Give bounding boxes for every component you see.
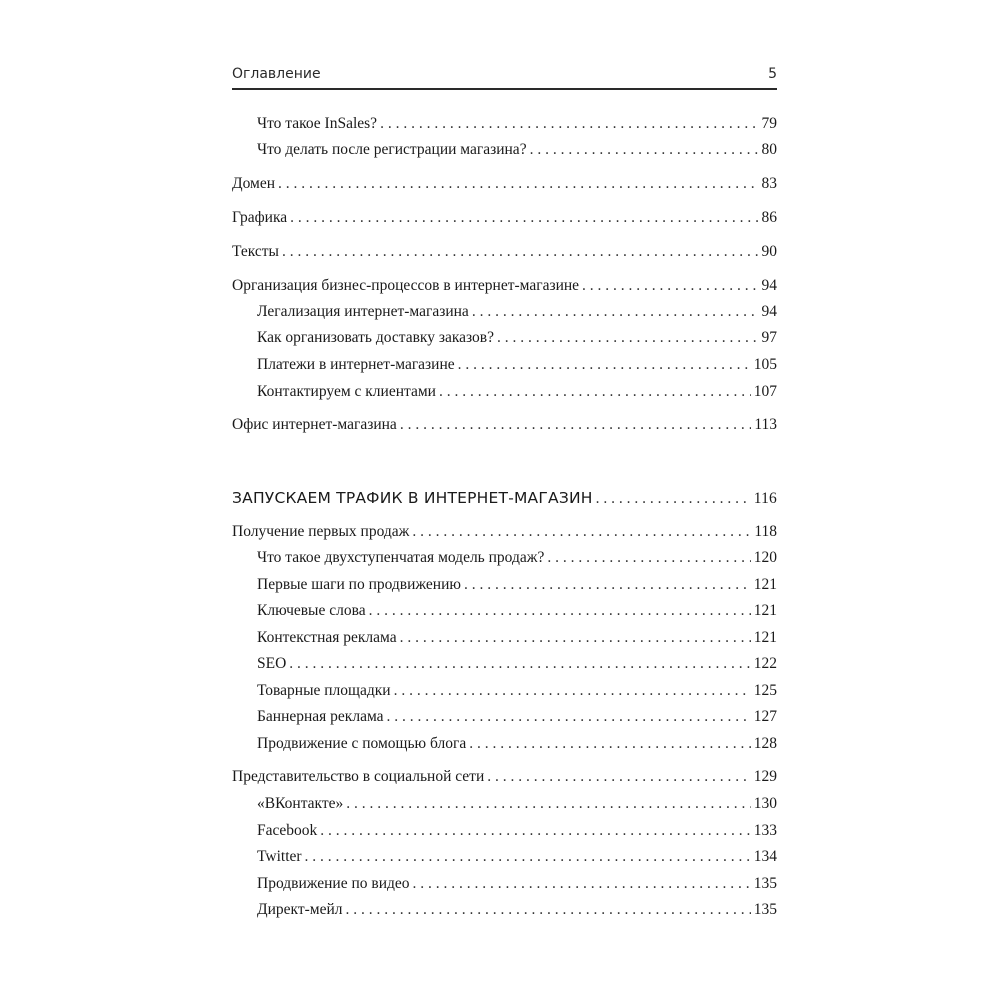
dot-leader [289,652,750,676]
toc-entry-title: Ключевые слова [257,602,366,619]
toc-entry [257,626,777,650]
dot-leader [345,898,750,922]
toc-entry-page: 107 [753,383,777,400]
dot-leader [413,872,751,896]
toc-entry-title: Товарные площадки [257,682,391,699]
toc-entry-page: 122 [753,655,777,672]
toc-entry-title: SEO [257,655,287,672]
dot-leader [497,326,759,350]
toc-entry-title: Twitter [257,848,302,865]
toc-entry [232,274,777,298]
toc-entry [257,819,777,843]
dot-leader [305,845,751,869]
toc-entry-title: Офис интернет-магазина [232,416,397,433]
dot-leader [469,732,751,756]
toc-entry-page: 90 [761,243,777,260]
toc-entry [257,112,777,136]
dot-leader [400,413,752,437]
toc-entry-title: Как организовать доставку заказов? [257,329,494,346]
dot-leader [320,819,750,843]
toc-entry-page: 121 [753,576,777,593]
toc-entry-page: 97 [761,329,777,346]
dot-leader [380,112,758,136]
toc-entry [232,240,777,264]
toc-entry-page: 116 [753,490,777,507]
toc-entry-page: 128 [753,735,777,752]
toc-entry-title: Графика [232,209,288,226]
toc-entry [232,206,777,230]
toc-entry [257,326,777,350]
toc-entry [257,380,777,404]
running-header-title: Оглавление [232,66,321,82]
toc-entry-page: 80 [761,141,777,158]
toc-entry-page: 134 [753,848,777,865]
toc-entry-title: Продвижение с помощью блога [257,735,467,752]
running-header [232,64,777,90]
dot-leader [369,599,751,623]
toc-entry-page: 113 [754,416,777,433]
toc-entry [257,652,777,676]
toc-entry [257,792,777,816]
toc-entry-title: Первые шаги по продвижению [257,576,461,593]
toc-entry-title: Тексты [232,243,279,260]
dot-leader [439,380,751,404]
dot-leader [290,206,758,230]
toc-entry [257,573,777,597]
dot-leader [487,765,750,789]
toc-entry-page: 86 [761,209,777,226]
toc-entry-page: 135 [753,875,777,892]
toc-entry [257,705,777,729]
toc-entry-page: 118 [754,523,777,540]
toc-entry-title: Директ-мейл [257,901,343,918]
toc-entry-page: 94 [761,277,777,294]
toc-entry [257,732,777,756]
toc-entry [257,679,777,703]
dot-leader [387,705,751,729]
toc-entry-title: Контекстная реклама [257,629,397,646]
toc-entry-page: 125 [753,682,777,699]
toc-entry [257,300,777,324]
toc-entry [257,138,777,162]
toc-entry-title: Что такое InSales? [257,115,378,132]
toc-entry [232,765,777,789]
toc-entry [232,172,777,196]
dot-leader [278,172,758,196]
dot-leader [582,274,758,298]
toc-entry-title: «ВКонтакте» [257,795,344,812]
dot-leader [547,546,750,570]
toc-entry-page: 135 [753,901,777,918]
toc-entry-page: 129 [753,768,777,785]
toc-entry-title: Организация бизнес-процессов в интернет-магазине [232,277,580,294]
toc-entry [257,845,777,869]
toc-entry [257,872,777,896]
toc-entry-title: Продвижение по видео [257,875,410,892]
dot-leader [458,353,751,377]
toc-entry-page: 121 [753,602,777,619]
toc-entry [232,413,777,437]
toc-entry [257,353,777,377]
toc-entry-title: Домен [232,175,276,192]
toc-part-heading [232,486,777,510]
dot-leader [282,240,759,264]
toc-entry [257,546,777,570]
dot-leader [412,520,751,544]
toc-entry-title: Баннерная реклама [257,708,384,725]
toc-entry-page: 127 [753,708,777,725]
toc-entry-title: Что такое двухступенчатая модель продаж? [257,549,545,566]
dot-leader [394,679,751,703]
dot-leader [596,487,751,511]
toc-entry [257,898,777,922]
toc-entry-title: Представительство в социальной сети [232,768,485,785]
toc-entry-page: 130 [753,795,777,812]
toc-entry-page: 120 [753,549,777,566]
toc-entry-page: 121 [753,629,777,646]
toc-entry [232,520,777,544]
dot-leader [472,300,759,324]
toc-entry-title: Facebook [257,822,318,839]
toc-entry-title: Что делать после регистрации магазина? [257,141,527,158]
toc-entry-title: Платежи в интернет-магазине [257,356,455,373]
toc-part-title: ЗАПУСКАЕМ ТРАФИК В ИНТЕРНЕТ-МАГАЗИН [232,489,593,507]
toc-entry [257,599,777,623]
toc-entry-title: Получение первых продаж [232,523,410,540]
toc-entry-page: 79 [761,115,777,132]
dot-leader [530,138,759,162]
dot-leader [400,626,751,650]
toc-entry-page: 83 [761,175,777,192]
dot-leader [346,792,750,816]
running-header-page-number: 5 [768,66,777,82]
toc-entry-page: 133 [753,822,777,839]
toc-entry-title: Легализация интернет-магазина [257,303,469,320]
toc-entry-page: 105 [753,356,777,373]
dot-leader [464,573,751,597]
toc-entry-title: Контактируем с клиентами [257,383,436,400]
toc-entry-page: 94 [761,303,777,320]
